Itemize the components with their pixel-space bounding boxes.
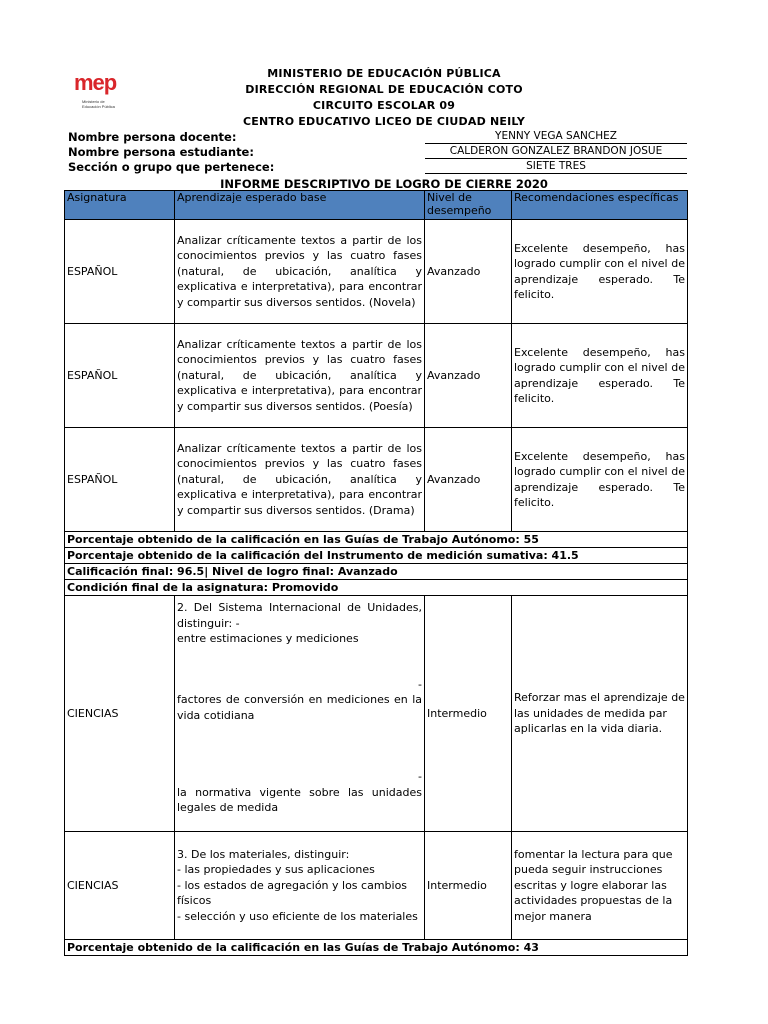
table-row: [65, 428, 688, 532]
summary-final-grade: Calificación final: 96.5| Nivel de logro final: Avanzado: [65, 564, 688, 580]
header-ministry: MINISTERIO DE EDUCACIÓN PÚBLICA: [267, 67, 501, 80]
level-cell: Avanzado: [425, 324, 512, 428]
learning-line: 3. De los materiales, distinguir:: [177, 847, 350, 861]
learning-cell: [175, 832, 425, 940]
learning-line: entre estimaciones y mediciones: [177, 632, 359, 645]
subject-cell: ESPAÑOL: [65, 324, 175, 428]
header-school: CENTRO EDUCATIVO LICEO DE CIUDAD NEILY: [242, 115, 526, 128]
header-regional: DIRECCIÓN REGIONAL DE EDUCACIÓN COTO: [245, 83, 523, 96]
report-table: [64, 190, 688, 956]
subject-cell: ESPAÑOL: [65, 428, 175, 532]
header-level: Nivel de desempeño: [425, 191, 512, 220]
learning-line: - selección y uso eficiente de los materiales: [177, 909, 418, 923]
learning-line: - los estados de agregación y los cambios físicos: [177, 878, 408, 908]
header-subject: Asignatura: [65, 191, 175, 220]
level-cell: Avanzado: [425, 220, 512, 324]
section-value: SIETE TRES: [425, 160, 687, 174]
table-row: [65, 832, 688, 940]
summary-row: [65, 940, 688, 956]
learning-cell: Analizar críticamente textos a partir de los conocimientos previos y las cuatro fases (natural, de ubicación, analítica y explicativa e interpretativa), para encontrar y compartir sus diversos sentidos. (Drama): [175, 428, 425, 532]
summary-sumativa: Porcentaje obtenido de la calificación del Instrumento de medición sumativa: 41.5: [65, 548, 688, 564]
learning-line: -: [418, 677, 422, 691]
recommendation-cell: Excelente desempeño, has logrado cumplir con el nivel de aprendizaje esperado. Te felicito.: [512, 428, 688, 532]
header-circuit: CIRCUITO ESCOLAR 09: [312, 99, 456, 112]
logo-caption: Ministerio de Educación Pública: [82, 99, 115, 109]
subject-cell: ESPAÑOL: [65, 220, 175, 324]
summary-condition: Condición final de la asignatura: Promovido: [65, 580, 688, 596]
section-label: Sección o grupo que pertenece:: [68, 160, 275, 174]
student-value: CALDERON GONZALEZ BRANDON JOSUE: [425, 145, 687, 159]
learning-line: -: [418, 770, 422, 783]
learning-line: la normativa vigente sobre las unidades legales de medida: [177, 785, 422, 814]
subject-cell: CIENCIAS: [65, 596, 175, 832]
table-header-row: [65, 191, 688, 220]
learning-cell: [175, 596, 425, 832]
recommendation-cell: Excelente desempeño, has logrado cumplir con el nivel de aprendizaje esperado. Te felicito.: [512, 220, 688, 324]
table-row: [65, 324, 688, 428]
level-cell: Avanzado: [425, 428, 512, 532]
header-recommendations: Recomendaciones específicas: [512, 191, 688, 220]
recommendation-cell: Excelente desempeño, has logrado cumplir con el nivel de aprendizaje esperado. Te felicito.: [512, 324, 688, 428]
level-cell: Intermedio: [425, 596, 512, 832]
teacher-label: Nombre persona docente:: [68, 130, 237, 144]
table-row: [65, 220, 688, 324]
learning-cell: Analizar críticamente textos a partir de los conocimientos previos y las cuatro fases (natural, de ubicación, analítica y explicativa e interpretativa), para encontrar y compartir sus diversos sentidos. (Novela): [175, 220, 425, 324]
level-cell: Intermedio: [425, 832, 512, 940]
summary-row: [65, 580, 688, 596]
learning-cell: Analizar críticamente textos a partir de los conocimientos previos y las cuatro fases (natural, de ubicación, analítica y explicativa e interpretativa), para encontrar y compartir sus diversos sentidos. (Poesía): [175, 324, 425, 428]
summary-row: [65, 564, 688, 580]
summary-row: [65, 548, 688, 564]
table-row: [65, 596, 688, 832]
learning-line: factores de conversión en mediciones en la vida cotidiana: [177, 693, 422, 722]
learning-line: 2. Del Sistema Internacional de Unidades, distinguir: -: [177, 601, 422, 630]
logo-text: mep: [74, 70, 117, 95]
summary-gta: Porcentaje obtenido de la calificación en las Guías de Trabajo Autónomo: 55: [65, 532, 688, 548]
summary-science-gta: Porcentaje obtenido de la calificación en las Guías de Trabajo Autónomo: 43: [65, 940, 688, 956]
learning-line: - las propiedades y sus aplicaciones: [177, 863, 375, 877]
recommendation-cell: Reforzar mas el aprendizaje de las unidades de medida par aplicarlas en la vida diaria.: [512, 596, 688, 832]
subject-cell: CIENCIAS: [65, 832, 175, 940]
summary-row: [65, 532, 688, 548]
teacher-value: YENNY VEGA SANCHEZ: [425, 130, 687, 144]
header-learning: Aprendizaje esperado base: [175, 191, 425, 220]
recommendation-cell: fomentar la lectura para que pueda seguir instrucciones escritas y logre elaborar las actividades propuestas de la mejor manera: [512, 832, 688, 940]
student-label: Nombre persona estudiante:: [68, 145, 254, 159]
report-title: INFORME DESCRIPTIVO DE LOGRO DE CIERRE 2020: [220, 177, 548, 191]
